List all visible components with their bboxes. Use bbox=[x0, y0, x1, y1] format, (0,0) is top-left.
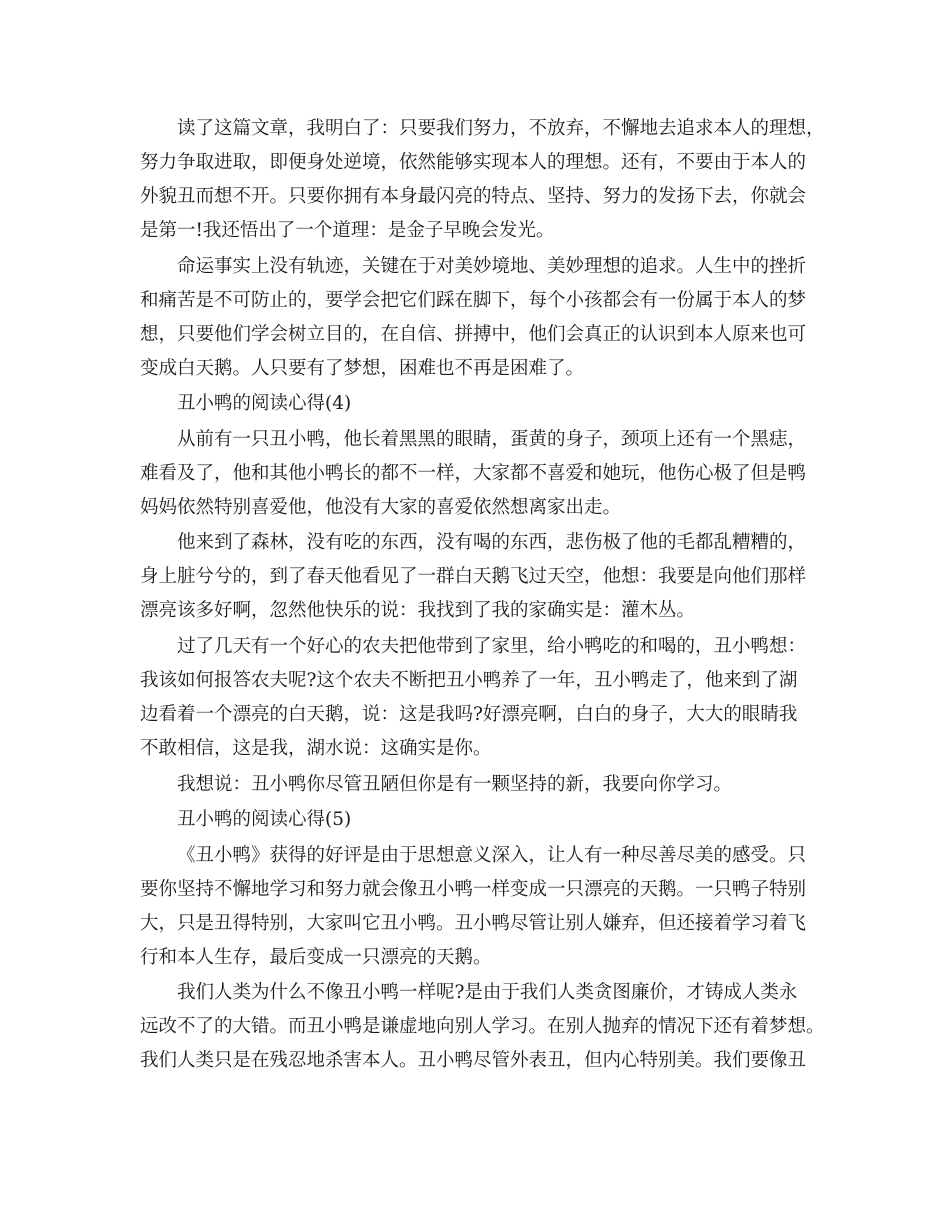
text-line: 读了这篇文章，我明白了：只要我们努力，不放弃，不懈地去追求本人的理想， bbox=[177, 118, 825, 139]
text-line: 命运事实上没有轨迹，关键在于对美妙境地、美妙理想的追求。人生中的挫折 bbox=[177, 255, 807, 277]
text-line: 是第一!我还悟出了一个道理：是金子早晚会发光。 bbox=[140, 220, 555, 241]
text-line: 外貌丑而想不开。只要你拥有本身最闪亮的特点、坚持、努力的发扬下去，你就会 bbox=[140, 186, 807, 207]
text-line: 我该如何报答农夫呢?这个农夫不断把丑小鸭养了一年，丑小鸭走了，他来到了湖 bbox=[140, 669, 798, 691]
text-line: 大，只是丑得特别，大家叫它丑小鸭。丑小鸭尽管让别人嫌弃，但还接着学习着飞 bbox=[140, 912, 807, 934]
paragraph bbox=[140, 526, 814, 628]
text-line: 变成白天鹅。人只要有了梦想，困难也不再是困难了。 bbox=[140, 357, 585, 379]
paragraph bbox=[140, 630, 814, 766]
paragraph bbox=[140, 839, 814, 975]
paragraph bbox=[140, 112, 825, 248]
paragraph bbox=[140, 976, 825, 1078]
paragraph bbox=[140, 768, 814, 802]
text-line: 想，只要他们学会树立目的，在自信、拼搏中，他们会真正的认识到本人原来也可 bbox=[140, 323, 807, 345]
text-line: 努力争取进取，即便身处逆境，依然能够实现本人的理想。还有，不要由于本人的 bbox=[140, 152, 807, 173]
paragraph bbox=[140, 250, 814, 386]
text-line: 妈妈依然特别喜爱他，他没有大家的喜爱依然想离家出走。 bbox=[140, 496, 622, 518]
section-heading bbox=[140, 387, 814, 421]
text-line: 漂亮该多好啊，忽然他快乐的说：我找到了我的家确实是：灌木丛。 bbox=[140, 600, 696, 622]
text-line: 不敢相信，这是我，湖水说：这确实是你。 bbox=[140, 737, 492, 759]
text-line: 《丑小鸭》获得的好评是由于思想意义深入，让人有一种尽善尽美的感受。只 bbox=[177, 844, 807, 866]
paragraph bbox=[140, 423, 814, 525]
text-line: 我想说：丑小鸭你尽管丑陋但你是有一颗坚持的新，我要向你学习。 bbox=[177, 773, 733, 795]
text-line: 行和本人生存，最后变成一只漂亮的天鹅。 bbox=[140, 946, 492, 968]
heading-text: 丑小鸭的阅读心得(4) bbox=[177, 393, 352, 415]
text-line: 从前有一只丑小鸭，他长着黑黑的眼睛，蛋黄的身子，颈项上还有一个黑痣， bbox=[177, 428, 807, 450]
text-line: 过了几天有一个好心的农夫把他带到了家里，给小鸭吃的和喝的，丑小鸭想： bbox=[177, 635, 807, 657]
text-line: 难看及了，他和其他小鸭长的都不一样，大家都不喜爱和她玩，他伤心极了但是鸭 bbox=[140, 462, 807, 484]
text-line: 身上脏兮兮的，到了春天他看见了一群白天鹅飞过天空，他想：我要是向他们那样 bbox=[140, 566, 807, 588]
text-line: 他来到了森林，没有吃的东西，没有喝的东西，悲伤极了他的毛都乱糟糟的， bbox=[177, 532, 807, 554]
text-line: 远改不了的大错。而丑小鸭是谦虚地向别人学习。在别人抛弃的情况下还有着梦想。 bbox=[140, 1016, 825, 1038]
text-line: 和痛苦是不可防止的，要学会把它们踩在脚下，每个小孩都会有一份属于本人的梦 bbox=[140, 289, 807, 311]
heading-text: 丑小鸭的阅读心得(5) bbox=[177, 809, 352, 831]
section-heading bbox=[140, 803, 814, 837]
text-line: 要你坚持不懈地学习和努力就会像丑小鸭一样变成一只漂亮的天鹅。一只鸭子特别 bbox=[140, 878, 807, 900]
text-line: 我们人类为什么不像丑小鸭一样呢?是由于我们人类贪图廉价，才铸成人类永 bbox=[177, 982, 798, 1004]
text-line: 边看着一个漂亮的白天鹅，说：这是我吗?好漂亮啊，白白的身子，大大的眼睛我 bbox=[140, 703, 798, 725]
text-line: 我们人类只是在残忍地杀害本人。丑小鸭尽管外表丑，但内心特别美。我们要像丑 bbox=[140, 1050, 807, 1072]
